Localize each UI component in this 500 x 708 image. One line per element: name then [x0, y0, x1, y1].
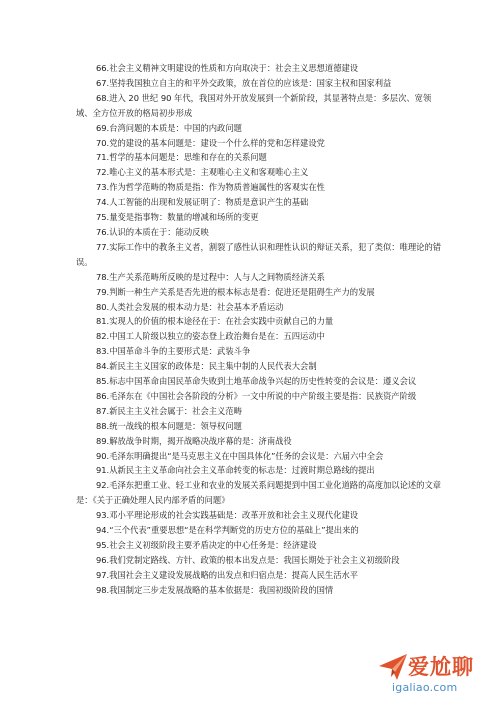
question-item: 92.毛泽东把重工业、轻工业和农业的发展关系问题提到中国工业化道路的高度加以论述的文章是：《关于正确处理人民内部矛盾的问题》	[76, 480, 442, 506]
paper-plane-icon	[376, 650, 410, 684]
question-item: 86.毛泽东在《中国社会各阶段的分析》一文中所说的中产阶级主要是指：民族资产阶级	[96, 390, 417, 401]
question-list	[76, 61, 446, 598]
question-item: 98.我国制定三步走发展战略的基本依据是：我国初级阶段的国情	[96, 584, 334, 595]
question-item: 95.社会主义初级阶段主要矛盾决定的中心任务是：经济建设	[96, 540, 317, 550]
question-item: 96.我们党制定路线、方针、政策的根本出发点是：我国长期处于社会主义初级阶段	[96, 554, 400, 565]
watermark	[376, 650, 494, 698]
question-item: 71.哲学的基本问题是：思维和存在的关系问题	[96, 152, 267, 163]
question-item: 81.实现人的价值的根本途径在于：在社会实践中贡献自己的力量	[96, 316, 334, 327]
question-item: 90.毛泽东明确提出“是马克思主义在中国具体化”任务的会议是：六届六中全会	[96, 450, 384, 461]
question-item: 66.社会主义精神文明建设的性质和方向取决于：社会主义思想道德建设	[96, 63, 359, 73]
question-item: 74.人工智能的出现和发展证明了：物质是意识产生的基础	[96, 197, 309, 208]
question-item: 73.作为哲学范畴的物质是指：作为物质普遍属性的客观实在性	[96, 182, 325, 193]
question-item: 69.台湾问题的本质是：中国的内政问题	[96, 122, 242, 133]
question-item: 67.坚持我国独立自主的和平外交政策，放在首位的应该是：国家主权和国家利益	[96, 77, 392, 88]
question-item: 80.人类社会发展的根本动力是：社会基本矛盾运动	[96, 301, 284, 312]
question-item: 78.生产关系范畴所反映的是过程中：人与人之间物质经济关系	[96, 271, 325, 282]
question-item: 75.量变是指事物：数量的增减和场所的变更	[96, 212, 259, 223]
question-item: 87.新民主主义社会属于：社会主义范畴	[96, 405, 242, 416]
question-item: 97.我国社会主义建设发展战略的出发点和归宿点是：提高人民生活水平	[96, 569, 359, 580]
question-item: 84.新民主主义国家的政体是：民主集中制的人民代表大会制	[96, 361, 317, 372]
question-item: 83.中国革命斗争的主要形式是：武装斗争	[96, 346, 251, 357]
question-item: 89.解放战争时期，揭开战略决战序幕的是：济南战役	[96, 435, 292, 446]
watermark-brand: 爱尬聊	[408, 655, 474, 679]
question-item: 82.中国工人阶级以独立的姿态登上政治舞台是在：五四运动中	[96, 331, 325, 342]
question-item: 68.进入 20 世纪 90 年代，我国对外开放发展到一个新阶段，其显著特点是：多层次、宽领域、全方位开放的格局初步形成	[76, 92, 432, 118]
question-item: 91.从新民主主义革命向社会主义革命转变的标志是：过渡时期总路线的提出	[96, 465, 375, 476]
question-item: 94.“三个代表”重要思想“是在科学判断党的历史方位的基础上”提出来的	[96, 525, 359, 536]
question-item: 79.判断一种生产关系是否先进的根本标志是看：促进还是阻碍生产力的发展	[96, 286, 375, 297]
question-item: 77.实际工作中的教条主义者，割裂了感性认识和理性认识的辩证关系，犯了类似：唯理论的错误。	[76, 241, 442, 267]
question-item: 85.标志中国革命由国民革命失败到土地革命战争兴起的历史性转变的会议是：遵义会议	[96, 376, 417, 387]
question-item: 88.统一战线的根本问题是：领导权问题	[96, 420, 242, 431]
question-item: 76.认识的本质在于：能动反映	[96, 226, 209, 237]
watermark-url: igaliao.com	[392, 681, 458, 694]
question-item: 93.邓小平理论形成的社会实践基础是：改革开放和社会主义现代化建设	[96, 510, 359, 521]
question-item: 70.党的建设的基本问题是：建设一个什么样的党和怎样建设党	[96, 137, 325, 148]
question-item: 72.唯心主义的基本形式是：主观唯心主义和客观唯心主义	[96, 167, 309, 178]
